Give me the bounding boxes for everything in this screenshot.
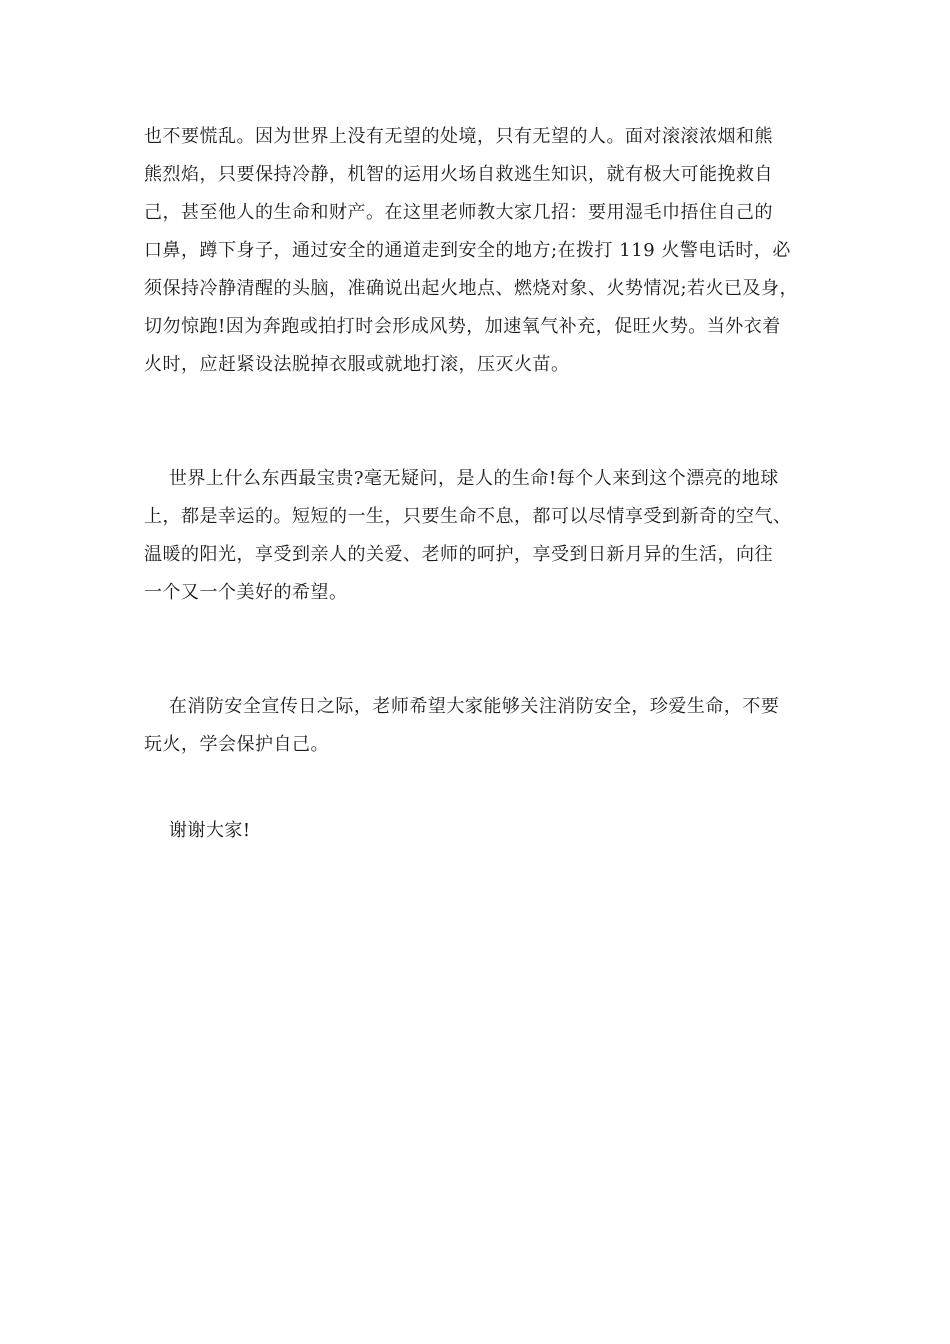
- text-line: 己，甚至他人的生命和财产。在这里老师教大家几招：要用湿毛巾捂住自己的: [144, 202, 773, 223]
- text-line: 世界上什么东西最宝贵?毫无疑问，是人的生命!每个人来到这个漂亮的地球: [144, 468, 779, 489]
- paragraph-spacer: [144, 612, 820, 688]
- paragraph-spacer: [144, 764, 820, 812]
- text-line: 切勿惊跑!因为奔跑或拍打时会形成风势，加速氧气补充，促旺火势。当外衣着: [144, 316, 781, 337]
- text-line: 须保持冷静清醒的头脑，准确说出起火地点、燃烧对象、火势情况;若火已及身，: [144, 278, 799, 299]
- text-line: 口鼻，蹲下身子，通过安全的通道走到安全的地方;在拨打 119 火警电话时，必: [144, 240, 791, 261]
- paragraph-spacer: [144, 384, 820, 460]
- text-line: 上，都是幸运的。短短的一生，只要生命不息，都可以尽情享受到新奇的空气、: [144, 506, 792, 527]
- text-line: 玩火，学会保护自己。: [144, 734, 329, 755]
- text-line: 在消防安全宣传日之际，老师希望大家能够关注消防安全，珍爱生命，不要: [144, 696, 780, 717]
- text-line: 也不要慌乱。因为世界上没有无望的处境，只有无望的人。面对滚滚浓烟和熊: [144, 126, 773, 147]
- paragraph-closing: [144, 812, 820, 850]
- text-line: 温暖的阳光，享受到亲人的关爱、老师的呵护，享受到日新月异的生活，向往: [144, 544, 773, 565]
- paragraph-fire-safety-day: [144, 688, 820, 764]
- text-line: 火时，应赶紧设法脱掉衣服或就地打滚，压灭火苗。: [144, 354, 570, 375]
- text-line: 一个又一个美好的希望。: [144, 582, 348, 603]
- closing-text: 谢谢大家!: [144, 820, 251, 841]
- text-line: 熊烈焰，只要保持冷静，机智的运用火场自救逃生知识，就有极大可能挽救自: [144, 164, 773, 185]
- paragraph-life-precious: [144, 460, 820, 612]
- paragraph-fire-escape: [144, 118, 820, 384]
- document-body: [144, 118, 820, 850]
